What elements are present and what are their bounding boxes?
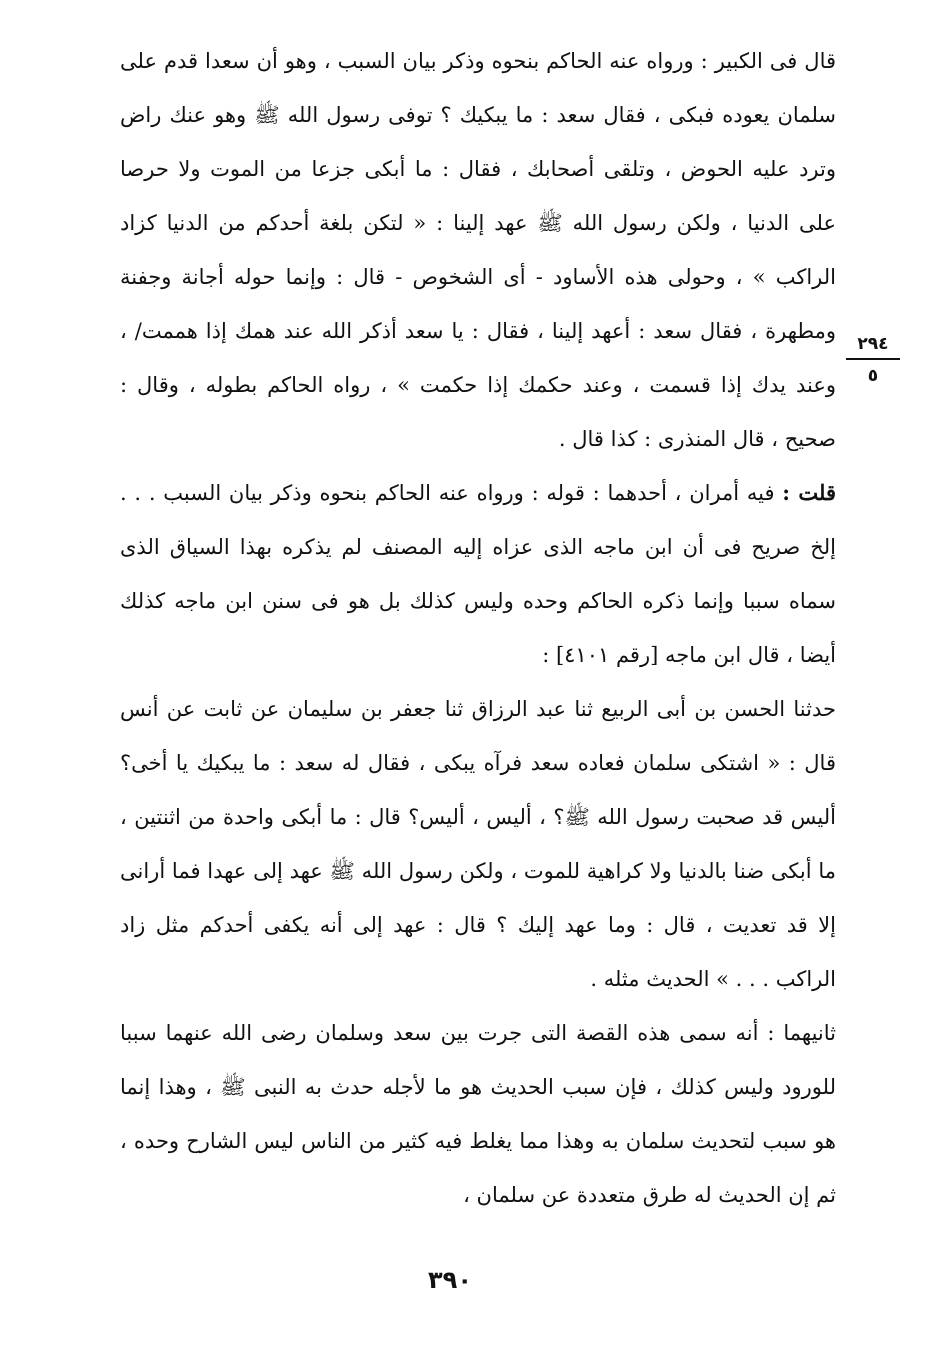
paragraph-1-text: قال فى الكبير : ورواه عنه الحاكم بنحوه وذكر بيان السبب ، وهو أن سعدا قدم على سلمان يعوده فبكى ، فقال سعد : ما يبكيك ؟ توفى رسول الله ﷺ وهو عنك راض وترد عليه الحوض ، وتلقى أصحابك ، فقال : ما أبكى جزعا من الموت ولا حرصا على الدنيا ، ولكن رسول الله ﷺ عهد إلينا : « لتكن بلغة أحدكم من الدنيا كزاد الراكب » ، وحولى هذه الأساود - أى الشخوص - قال : وإنما حوله أجانة وجفنة ومطهرة ، فقال سعد : أعهد إلينا ، فقال : يا سعد أذكر الله عند همك إذا هممت/ ، وعند يدك إذا قسمت ، وعند حكمك إذا حكمت » ، رواه الحاكم بطوله ، وقال : صحيح ، قال المنذرى : كذا قال . bbox=[120, 49, 836, 451]
paragraph-2 bbox=[120, 466, 836, 682]
paragraph-3-text: حدثنا الحسن بن أبى الربيع ثنا عبد الرزاق ثنا جعفر بن سليمان عن ثابت عن أنس قال : « اشتكى سلمان فعاده سعد فرآه يبكى ، فقال له سعد : ما يبكيك يا أخى؟ أليس قد صحبت رسول الله ﷺ؟ ، أليس ، أليس؟ قال : ما أبكى واحدة من اثنتين ، ما أبكى ضنا بالدنيا ولا كراهية للموت ، ولكن رسول الله ﷺ عهد إلى عهدا فما أرانى إلا قد تعديت ، قال : وما عهد إليك ؟ قال : عهد إلى أنه يكفى أحدكم مثل زاد الراكب . . . » الحديث مثله . bbox=[120, 697, 836, 991]
paragraph-4 bbox=[120, 1006, 836, 1222]
main-text-body bbox=[120, 34, 836, 1222]
margin-part-number: ٥ bbox=[867, 366, 879, 386]
margin-reference bbox=[846, 334, 900, 386]
paragraph-2-text: فيه أمران ، أحدهما : قوله : ورواه عنه الحاكم بنحوه وذكر بيان السبب . . . إلخ صريح فى أن ابن ماجه الذى عزاه إليه المصنف لم يذكره بهذا السياق الذى سماه سببا وإنما ذكره الحاكم وحده وليس كذلك بل هو فى سنن ابن ماجه كذلك أيضا ، قال ابن ماجه [رقم ٤١٠١] : bbox=[120, 481, 836, 667]
paragraph-4-text: ثانيهما : أنه سمى هذه القصة التى جرت بين سعد وسلمان رضى الله عنهما سببا للورود وليس كذلك ، فإن سبب الحديث هو ما لأجله حدث به النبى ﷺ ، وهذا إنما هو سبب لتحديث سلمان به وهذا مما يغلط فيه كثير من الناس ليس الشارح وحده ، ثم إن الحديث له طرق متعددة عن سلمان ، bbox=[120, 1021, 836, 1207]
paragraph-3 bbox=[120, 682, 836, 1006]
paragraph-2-lead: قلت : bbox=[782, 480, 836, 505]
margin-volume-number: ٢٩٤ bbox=[846, 334, 900, 360]
page-number: ٣٩٠ bbox=[428, 1266, 472, 1294]
paragraph-1 bbox=[120, 34, 836, 466]
